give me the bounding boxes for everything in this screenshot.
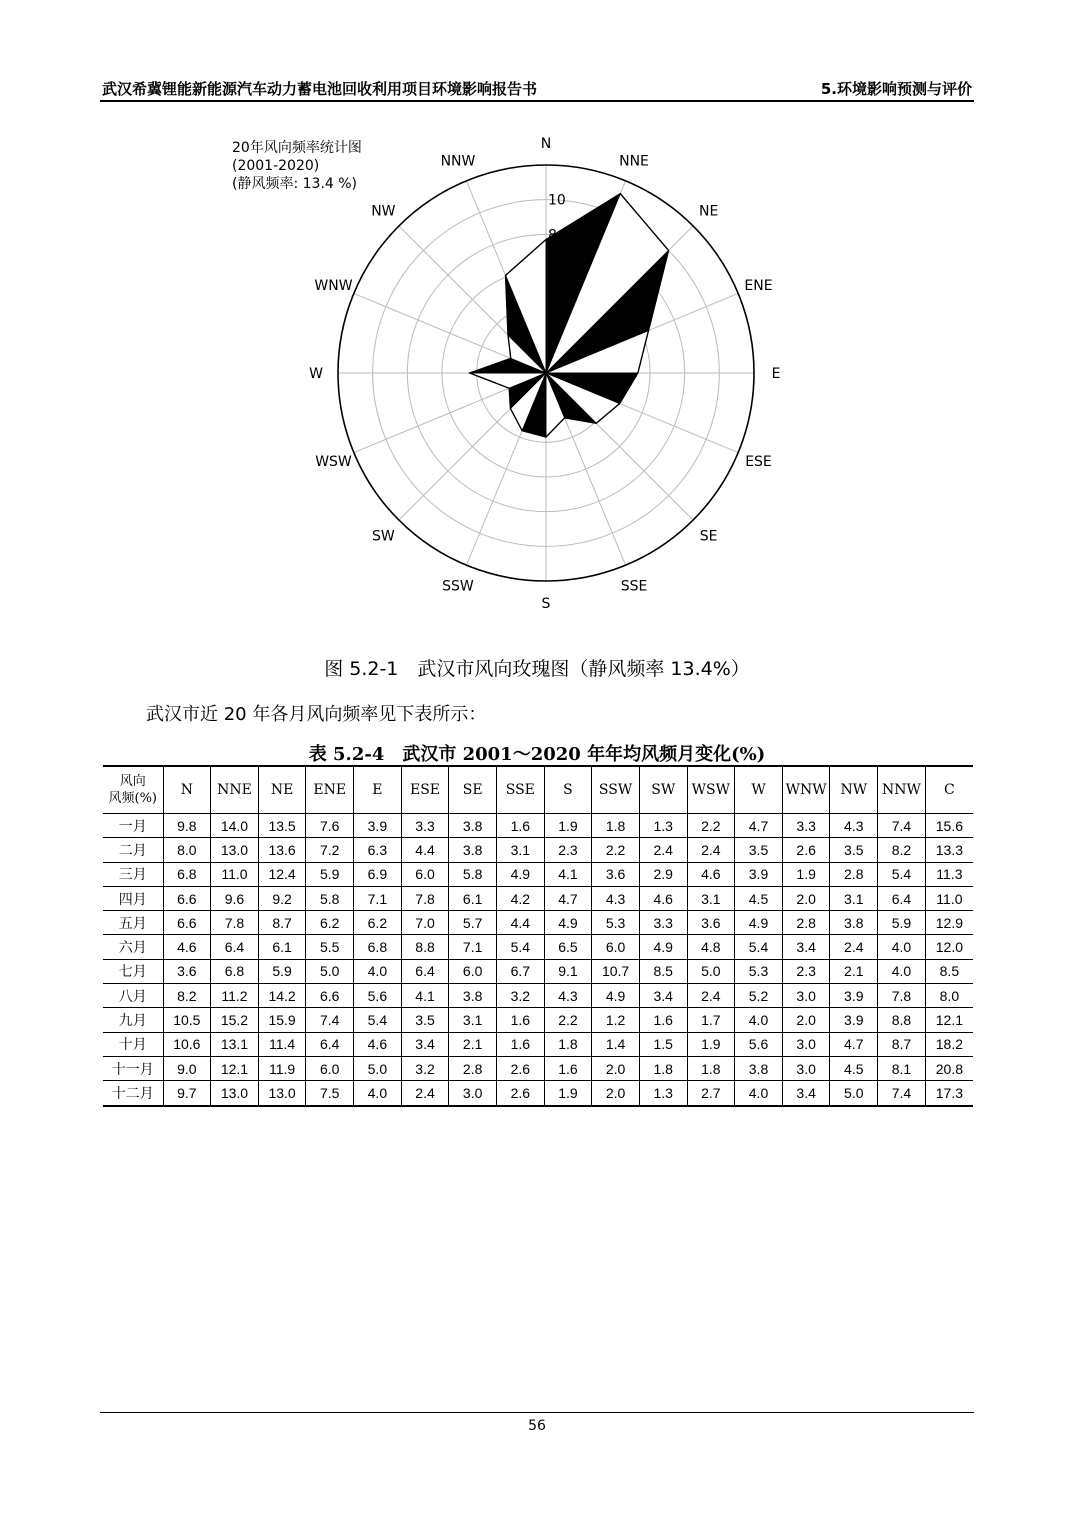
value-cell: 6.0 (306, 1056, 354, 1080)
month-cell: 二月 (103, 838, 163, 862)
value-cell: 6.6 (163, 911, 211, 935)
value-cell: 3.6 (592, 862, 640, 886)
table-row (103, 886, 973, 910)
value-cell: 7.0 (401, 911, 449, 935)
value-cell: 6.0 (592, 935, 640, 959)
value-cell: 6.4 (401, 959, 449, 983)
direction-label-wnw: WNW (314, 277, 353, 294)
value-cell: 4.2 (496, 886, 544, 910)
value-cell: 12.0 (925, 935, 973, 959)
value-cell: 13.0 (211, 838, 259, 862)
value-cell: 5.9 (878, 911, 926, 935)
direction-label-e: E (771, 366, 781, 382)
value-cell: 3.0 (782, 984, 830, 1008)
chapter-title: 5.环境影响预测与评价 (820, 80, 972, 98)
column-header: SE (449, 766, 497, 814)
value-cell: 3.0 (782, 1056, 830, 1080)
value-cell: 1.3 (639, 1081, 687, 1106)
value-cell: 11.9 (258, 1056, 306, 1080)
month-cell: 一月 (103, 814, 163, 838)
table-title: 表 5.2-4 武汉市 2001～2020 年年均风频月变化(%) (308, 744, 766, 765)
value-cell: 20.8 (925, 1056, 973, 1080)
direction-label-n: N (540, 136, 552, 152)
value-cell: 3.4 (782, 935, 830, 959)
value-cell: 4.3 (544, 984, 592, 1008)
direction-label-ene: ENE (744, 277, 773, 294)
column-header: W (735, 766, 783, 814)
value-cell: 6.5 (544, 935, 592, 959)
value-cell: 9.0 (163, 1056, 211, 1080)
value-cell: 3.8 (830, 911, 878, 935)
value-cell: 15.6 (925, 814, 973, 838)
table-row (103, 984, 973, 1008)
value-cell: 6.4 (878, 886, 926, 910)
value-cell: 3.3 (639, 911, 687, 935)
value-cell: 1.6 (544, 1056, 592, 1080)
value-cell: 7.1 (354, 886, 402, 910)
value-cell: 17.3 (925, 1081, 973, 1106)
footer-divider (100, 1412, 974, 1413)
direction-label-sse: SSE (620, 578, 648, 595)
value-cell: 7.4 (878, 814, 926, 838)
value-cell: 3.6 (687, 911, 735, 935)
value-cell: 6.6 (163, 886, 211, 910)
value-cell: 5.2 (735, 984, 783, 1008)
legend-title: 20年风向频率统计图 (232, 140, 362, 156)
value-cell: 8.7 (878, 1032, 926, 1056)
value-cell: 7.6 (306, 814, 354, 838)
value-cell: 5.9 (306, 862, 354, 886)
value-cell: 4.7 (735, 814, 783, 838)
value-cell: 4.8 (687, 935, 735, 959)
table-row (103, 1081, 973, 1106)
value-cell: 5.0 (687, 959, 735, 983)
value-cell: 10.7 (592, 959, 640, 983)
value-cell: 3.4 (401, 1032, 449, 1056)
value-cell: 6.7 (496, 959, 544, 983)
month-cell: 六月 (103, 935, 163, 959)
value-cell: 2.1 (830, 959, 878, 983)
value-cell: 3.3 (401, 814, 449, 838)
value-cell: 4.9 (544, 911, 592, 935)
value-cell: 9.7 (163, 1081, 211, 1106)
value-cell: 1.8 (544, 1032, 592, 1056)
value-cell: 2.6 (782, 838, 830, 862)
value-cell: 4.6 (639, 886, 687, 910)
value-cell: 3.8 (449, 814, 497, 838)
value-cell: 6.4 (211, 935, 259, 959)
value-cell: 5.8 (449, 862, 497, 886)
value-cell: 8.1 (878, 1056, 926, 1080)
value-cell: 4.9 (496, 862, 544, 886)
radial-tick-label: 2 (548, 331, 557, 348)
value-cell: 8.8 (401, 935, 449, 959)
value-cell: 1.4 (592, 1032, 640, 1056)
value-cell: 4.9 (592, 984, 640, 1008)
value-cell: 2.4 (687, 838, 735, 862)
value-cell: 5.8 (306, 886, 354, 910)
value-cell: 3.6 (163, 959, 211, 983)
value-cell: 7.1 (449, 935, 497, 959)
value-cell: 5.7 (449, 911, 497, 935)
column-header: S (544, 766, 592, 814)
value-cell: 1.9 (544, 814, 592, 838)
value-cell: 3.4 (782, 1081, 830, 1106)
value-cell: 2.8 (830, 862, 878, 886)
value-cell: 1.6 (496, 1032, 544, 1056)
value-cell: 3.5 (401, 1008, 449, 1032)
value-cell: 11.2 (211, 984, 259, 1008)
value-cell: 3.3 (782, 814, 830, 838)
value-cell: 4.9 (735, 911, 783, 935)
table-row (103, 814, 973, 838)
value-cell: 10.6 (163, 1032, 211, 1056)
table-row (103, 838, 973, 862)
value-cell: 8.2 (878, 838, 926, 862)
value-cell: 4.0 (354, 1081, 402, 1106)
value-cell: 5.4 (735, 935, 783, 959)
value-cell: 4.6 (163, 935, 211, 959)
value-cell: 13.1 (211, 1032, 259, 1056)
radial-tick-label: 4 (548, 296, 557, 313)
value-cell: 1.7 (687, 1008, 735, 1032)
value-cell: 2.2 (687, 814, 735, 838)
column-header: NE (258, 766, 306, 814)
value-cell: 4.1 (544, 862, 592, 886)
value-cell: 9.8 (163, 814, 211, 838)
value-cell: 1.9 (687, 1032, 735, 1056)
table-row (103, 1056, 973, 1080)
month-cell: 五月 (103, 911, 163, 935)
value-cell: 2.9 (639, 862, 687, 886)
value-cell: 5.4 (878, 862, 926, 886)
value-cell: 4.0 (735, 1081, 783, 1106)
value-cell: 7.5 (306, 1081, 354, 1106)
wind-rose-chart (220, 128, 800, 618)
value-cell: 8.8 (878, 1008, 926, 1032)
value-cell: 4.3 (592, 886, 640, 910)
value-cell: 5.0 (354, 1056, 402, 1080)
value-cell: 9.2 (258, 886, 306, 910)
value-cell: 11.0 (211, 862, 259, 886)
value-cell: 2.8 (449, 1056, 497, 1080)
value-cell: 5.9 (258, 959, 306, 983)
value-cell: 4.4 (496, 911, 544, 935)
value-cell: 6.1 (449, 886, 497, 910)
value-cell: 4.0 (878, 959, 926, 983)
table-row (103, 935, 973, 959)
value-cell: 2.6 (496, 1056, 544, 1080)
value-cell: 2.0 (592, 1081, 640, 1106)
value-cell: 2.2 (544, 1008, 592, 1032)
direction-label-nw: NW (371, 203, 396, 220)
value-cell: 8.0 (925, 984, 973, 1008)
value-cell: 4.1 (401, 984, 449, 1008)
value-cell: 5.0 (830, 1081, 878, 1106)
value-cell: 12.1 (211, 1056, 259, 1080)
legend-calm: (静风频率: 13.4 %) (232, 176, 358, 192)
value-cell: 2.6 (496, 1081, 544, 1106)
value-cell: 3.9 (735, 862, 783, 886)
value-cell: 11.3 (925, 862, 973, 886)
value-cell: 4.5 (830, 1056, 878, 1080)
value-cell: 6.8 (211, 959, 259, 983)
value-cell: 13.3 (925, 838, 973, 862)
value-cell: 15.9 (258, 1008, 306, 1032)
month-cell: 十一月 (103, 1056, 163, 1080)
value-cell: 13.0 (211, 1081, 259, 1106)
value-cell: 3.9 (830, 984, 878, 1008)
direction-label-ese: ESE (745, 454, 772, 471)
value-cell: 2.3 (544, 838, 592, 862)
value-cell: 5.4 (496, 935, 544, 959)
value-cell: 3.9 (830, 1008, 878, 1032)
value-cell: 3.8 (735, 1056, 783, 1080)
value-cell: 2.0 (782, 1008, 830, 1032)
value-cell: 4.5 (735, 886, 783, 910)
value-cell: 13.6 (258, 838, 306, 862)
figure-caption: 图 5.2-1 武汉市风向玫瑰图（静风频率 13.4%） (324, 658, 750, 680)
page-number: 56 (528, 1418, 546, 1434)
value-cell: 2.0 (782, 886, 830, 910)
month-cell: 七月 (103, 959, 163, 983)
direction-label-w: W (309, 366, 323, 382)
value-cell: 8.5 (925, 959, 973, 983)
column-header: E (354, 766, 402, 814)
month-cell: 四月 (103, 886, 163, 910)
value-cell: 12.9 (925, 911, 973, 935)
value-cell: 1.5 (639, 1032, 687, 1056)
value-cell: 8.5 (639, 959, 687, 983)
value-cell: 12.1 (925, 1008, 973, 1032)
corner-bottom: 风频(%) (108, 791, 157, 806)
value-cell: 5.5 (306, 935, 354, 959)
value-cell: 3.1 (496, 838, 544, 862)
value-cell: 8.7 (258, 911, 306, 935)
table-row (103, 959, 973, 983)
value-cell: 3.8 (449, 838, 497, 862)
value-cell: 18.2 (925, 1032, 973, 1056)
value-cell: 3.4 (639, 984, 687, 1008)
value-cell: 7.4 (878, 1081, 926, 1106)
value-cell: 1.6 (496, 1008, 544, 1032)
column-header: SW (639, 766, 687, 814)
value-cell: 2.4 (687, 984, 735, 1008)
value-cell: 2.3 (782, 959, 830, 983)
value-cell: 3.0 (782, 1032, 830, 1056)
value-cell: 3.1 (687, 886, 735, 910)
value-cell: 1.2 (592, 1008, 640, 1032)
value-cell: 11.0 (925, 886, 973, 910)
direction-label-wsw: WSW (315, 454, 352, 471)
value-cell: 5.3 (735, 959, 783, 983)
value-cell: 6.1 (258, 935, 306, 959)
column-header: SSE (496, 766, 544, 814)
page-header (100, 74, 974, 102)
value-cell: 1.3 (639, 814, 687, 838)
corner-top: 风向 (119, 774, 146, 789)
value-cell: 6.3 (354, 838, 402, 862)
value-cell: 1.8 (687, 1056, 735, 1080)
table-row (103, 862, 973, 886)
value-cell: 14.0 (211, 814, 259, 838)
value-cell: 5.0 (306, 959, 354, 983)
value-cell: 7.2 (306, 838, 354, 862)
table-row (103, 911, 973, 935)
value-cell: 4.0 (878, 935, 926, 959)
value-cell: 8.2 (163, 984, 211, 1008)
value-cell: 6.8 (354, 935, 402, 959)
value-cell: 6.6 (306, 984, 354, 1008)
value-cell: 1.8 (592, 814, 640, 838)
value-cell: 7.8 (211, 911, 259, 935)
value-cell: 6.0 (449, 959, 497, 983)
value-cell: 5.3 (592, 911, 640, 935)
column-header: WSW (687, 766, 735, 814)
radial-tick-label: 8 (548, 227, 557, 244)
month-cell: 九月 (103, 1008, 163, 1032)
value-cell: 4.0 (354, 959, 402, 983)
value-cell: 1.6 (639, 1008, 687, 1032)
legend-period: (2001-2020) (232, 158, 320, 174)
direction-label-s: S (541, 596, 551, 612)
value-cell: 5.6 (354, 984, 402, 1008)
radial-tick-label: 10 (548, 192, 566, 209)
value-cell: 6.9 (354, 862, 402, 886)
value-cell: 12.4 (258, 862, 306, 886)
value-cell: 2.4 (401, 1081, 449, 1106)
column-header: ESE (401, 766, 449, 814)
value-cell: 2.4 (639, 838, 687, 862)
column-header: NNE (211, 766, 259, 814)
table-row (103, 1032, 973, 1056)
column-header: SSW (592, 766, 640, 814)
value-cell: 3.9 (354, 814, 402, 838)
column-header: NNW (878, 766, 926, 814)
month-cell: 八月 (103, 984, 163, 1008)
value-cell: 4.6 (687, 862, 735, 886)
value-cell: 2.1 (449, 1032, 497, 1056)
value-cell: 6.8 (163, 862, 211, 886)
value-cell: 7.8 (878, 984, 926, 1008)
column-header: C (925, 766, 973, 814)
value-cell: 13.5 (258, 814, 306, 838)
column-header: WNW (782, 766, 830, 814)
direction-label-nnw: NNW (440, 153, 476, 170)
value-cell: 1.6 (496, 814, 544, 838)
value-cell: 15.2 (211, 1008, 259, 1032)
value-cell: 2.7 (687, 1081, 735, 1106)
radial-tick-label: 6 (548, 262, 557, 278)
value-cell: 9.1 (544, 959, 592, 983)
value-cell: 1.8 (639, 1056, 687, 1080)
column-header: ENE (306, 766, 354, 814)
value-cell: 4.4 (401, 838, 449, 862)
value-cell: 1.9 (544, 1081, 592, 1106)
value-cell: 10.5 (163, 1008, 211, 1032)
value-cell: 4.0 (735, 1008, 783, 1032)
corner-header (103, 766, 163, 814)
table-header-row (103, 766, 973, 814)
month-cell: 十月 (103, 1032, 163, 1056)
value-cell: 2.0 (592, 1056, 640, 1080)
table-row (103, 1008, 973, 1032)
value-cell: 6.0 (401, 862, 449, 886)
value-cell: 8.0 (163, 838, 211, 862)
value-cell: 2.8 (782, 911, 830, 935)
intro-text: 武汉市近 20 年各月风向频率见下表所示： (146, 704, 487, 725)
value-cell: 2.4 (830, 935, 878, 959)
value-cell: 5.6 (735, 1032, 783, 1056)
value-cell: 3.5 (830, 838, 878, 862)
value-cell: 4.9 (639, 935, 687, 959)
column-header: NW (830, 766, 878, 814)
value-cell: 4.3 (830, 814, 878, 838)
value-cell: 7.8 (401, 886, 449, 910)
direction-label-ssw: SSW (442, 578, 474, 595)
value-cell: 1.9 (782, 862, 830, 886)
value-cell: 3.2 (401, 1056, 449, 1080)
month-cell: 三月 (103, 862, 163, 886)
value-cell: 2.2 (592, 838, 640, 862)
month-cell: 十二月 (103, 1081, 163, 1106)
value-cell: 9.6 (211, 886, 259, 910)
value-cell: 4.7 (830, 1032, 878, 1056)
report-title: 武汉希冀锂能新能源汽车动力蓄电池回收利用项目环境影响报告书 (102, 80, 538, 98)
value-cell: 11.4 (258, 1032, 306, 1056)
value-cell: 3.1 (830, 886, 878, 910)
wind-frequency-table (103, 765, 973, 1107)
value-cell: 7.4 (306, 1008, 354, 1032)
direction-label-ne: NE (698, 203, 719, 220)
value-cell: 3.5 (735, 838, 783, 862)
value-cell: 6.2 (306, 911, 354, 935)
value-cell: 4.7 (544, 886, 592, 910)
direction-label-sw: SW (371, 528, 395, 545)
direction-label-se: SE (699, 528, 718, 545)
direction-label-nne: NNE (619, 153, 649, 170)
value-cell: 13.0 (258, 1081, 306, 1106)
value-cell: 4.6 (354, 1032, 402, 1056)
value-cell: 3.8 (449, 984, 497, 1008)
value-cell: 6.4 (306, 1032, 354, 1056)
value-cell: 3.0 (449, 1081, 497, 1106)
value-cell: 3.1 (449, 1008, 497, 1032)
column-header: N (163, 766, 211, 814)
value-cell: 5.4 (354, 1008, 402, 1032)
value-cell: 6.2 (354, 911, 402, 935)
value-cell: 3.2 (496, 984, 544, 1008)
value-cell: 14.2 (258, 984, 306, 1008)
